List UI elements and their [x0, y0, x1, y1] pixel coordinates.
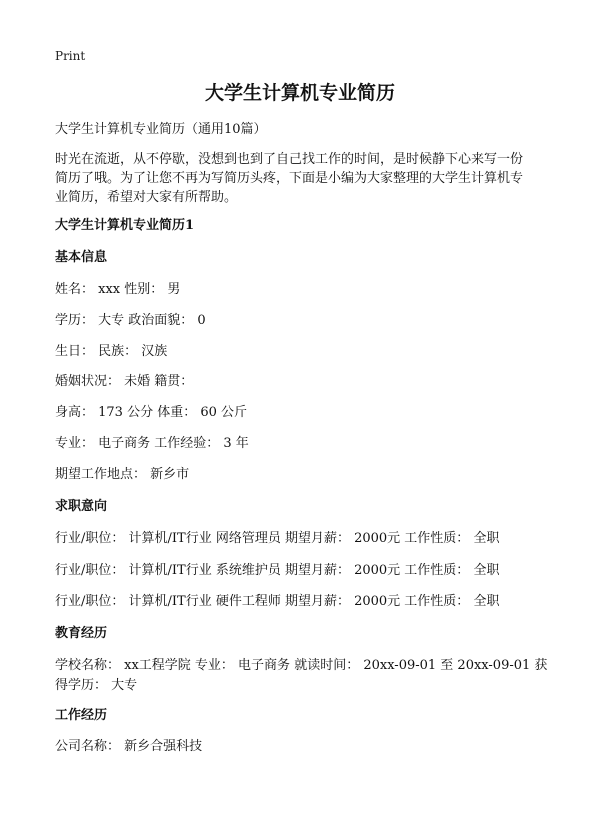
document-title: 大学生计算机专业简历 [204, 82, 395, 104]
work-line: 公司名称： 新乡合强科技 [55, 739, 203, 754]
intro-line: 简历了哦。为了让您不再为写简历头疼，下面是小编为大家整理的大学生计算机专 [55, 171, 524, 186]
job-intention-line: 行业/职位： 计算机/IT行业 硬件工程师 期望月薪： 2000元 工作性质： 全职 [55, 594, 500, 609]
basic-info-line: 生日： 民族： 汉族 [55, 344, 168, 359]
basic-info-line: 姓名： xxx 性别： 男 [55, 282, 181, 297]
basic-info-line: 期望工作地点： 新乡市 [55, 467, 190, 482]
intro-line: 时光在流逝，从不停歇，没想到也到了自己找工作的时间，是时候静下心来写一份 [55, 152, 524, 167]
document-subtitle: 大学生计算机专业简历（通用10篇） [55, 122, 267, 137]
basic-info-line: 专业： 电子商务 工作经验： 3 年 [55, 436, 249, 451]
job-intention-line: 行业/职位： 计算机/IT行业 网络管理员 期望月薪： 2000元 工作性质： 全职 [55, 531, 500, 546]
print-link[interactable]: Print [55, 49, 86, 63]
basic-info-line: 婚姻状况： 未婚 籍贯： [55, 374, 194, 389]
basic-info-line: 学历： 大专 政治面貌： 0 [55, 313, 206, 328]
basic-info-line: 身高： 173 公分 体重： 60 公斤 [55, 405, 248, 420]
section-heading-work: 工作经历 [55, 708, 108, 723]
job-intention-line: 行业/职位： 计算机/IT行业 系统维护员 期望月薪： 2000元 工作性质： 全职 [55, 563, 500, 578]
resume-heading: 大学生计算机专业简历1 [55, 218, 195, 233]
section-heading-job-intention: 求职意向 [55, 499, 108, 514]
education-line: 得学历： 大专 [55, 678, 138, 693]
section-heading-basic-info: 基本信息 [55, 250, 108, 265]
intro-paragraph [55, 150, 550, 207]
section-heading-education: 教育经历 [55, 626, 108, 641]
education-line: 学校名称： xx工程学院 专业： 电子商务 就读时间： 20xx-09-01 至 20xx-09-01 获 [55, 658, 548, 673]
intro-line: 业简历，希望对大家有所帮助。 [55, 190, 238, 205]
